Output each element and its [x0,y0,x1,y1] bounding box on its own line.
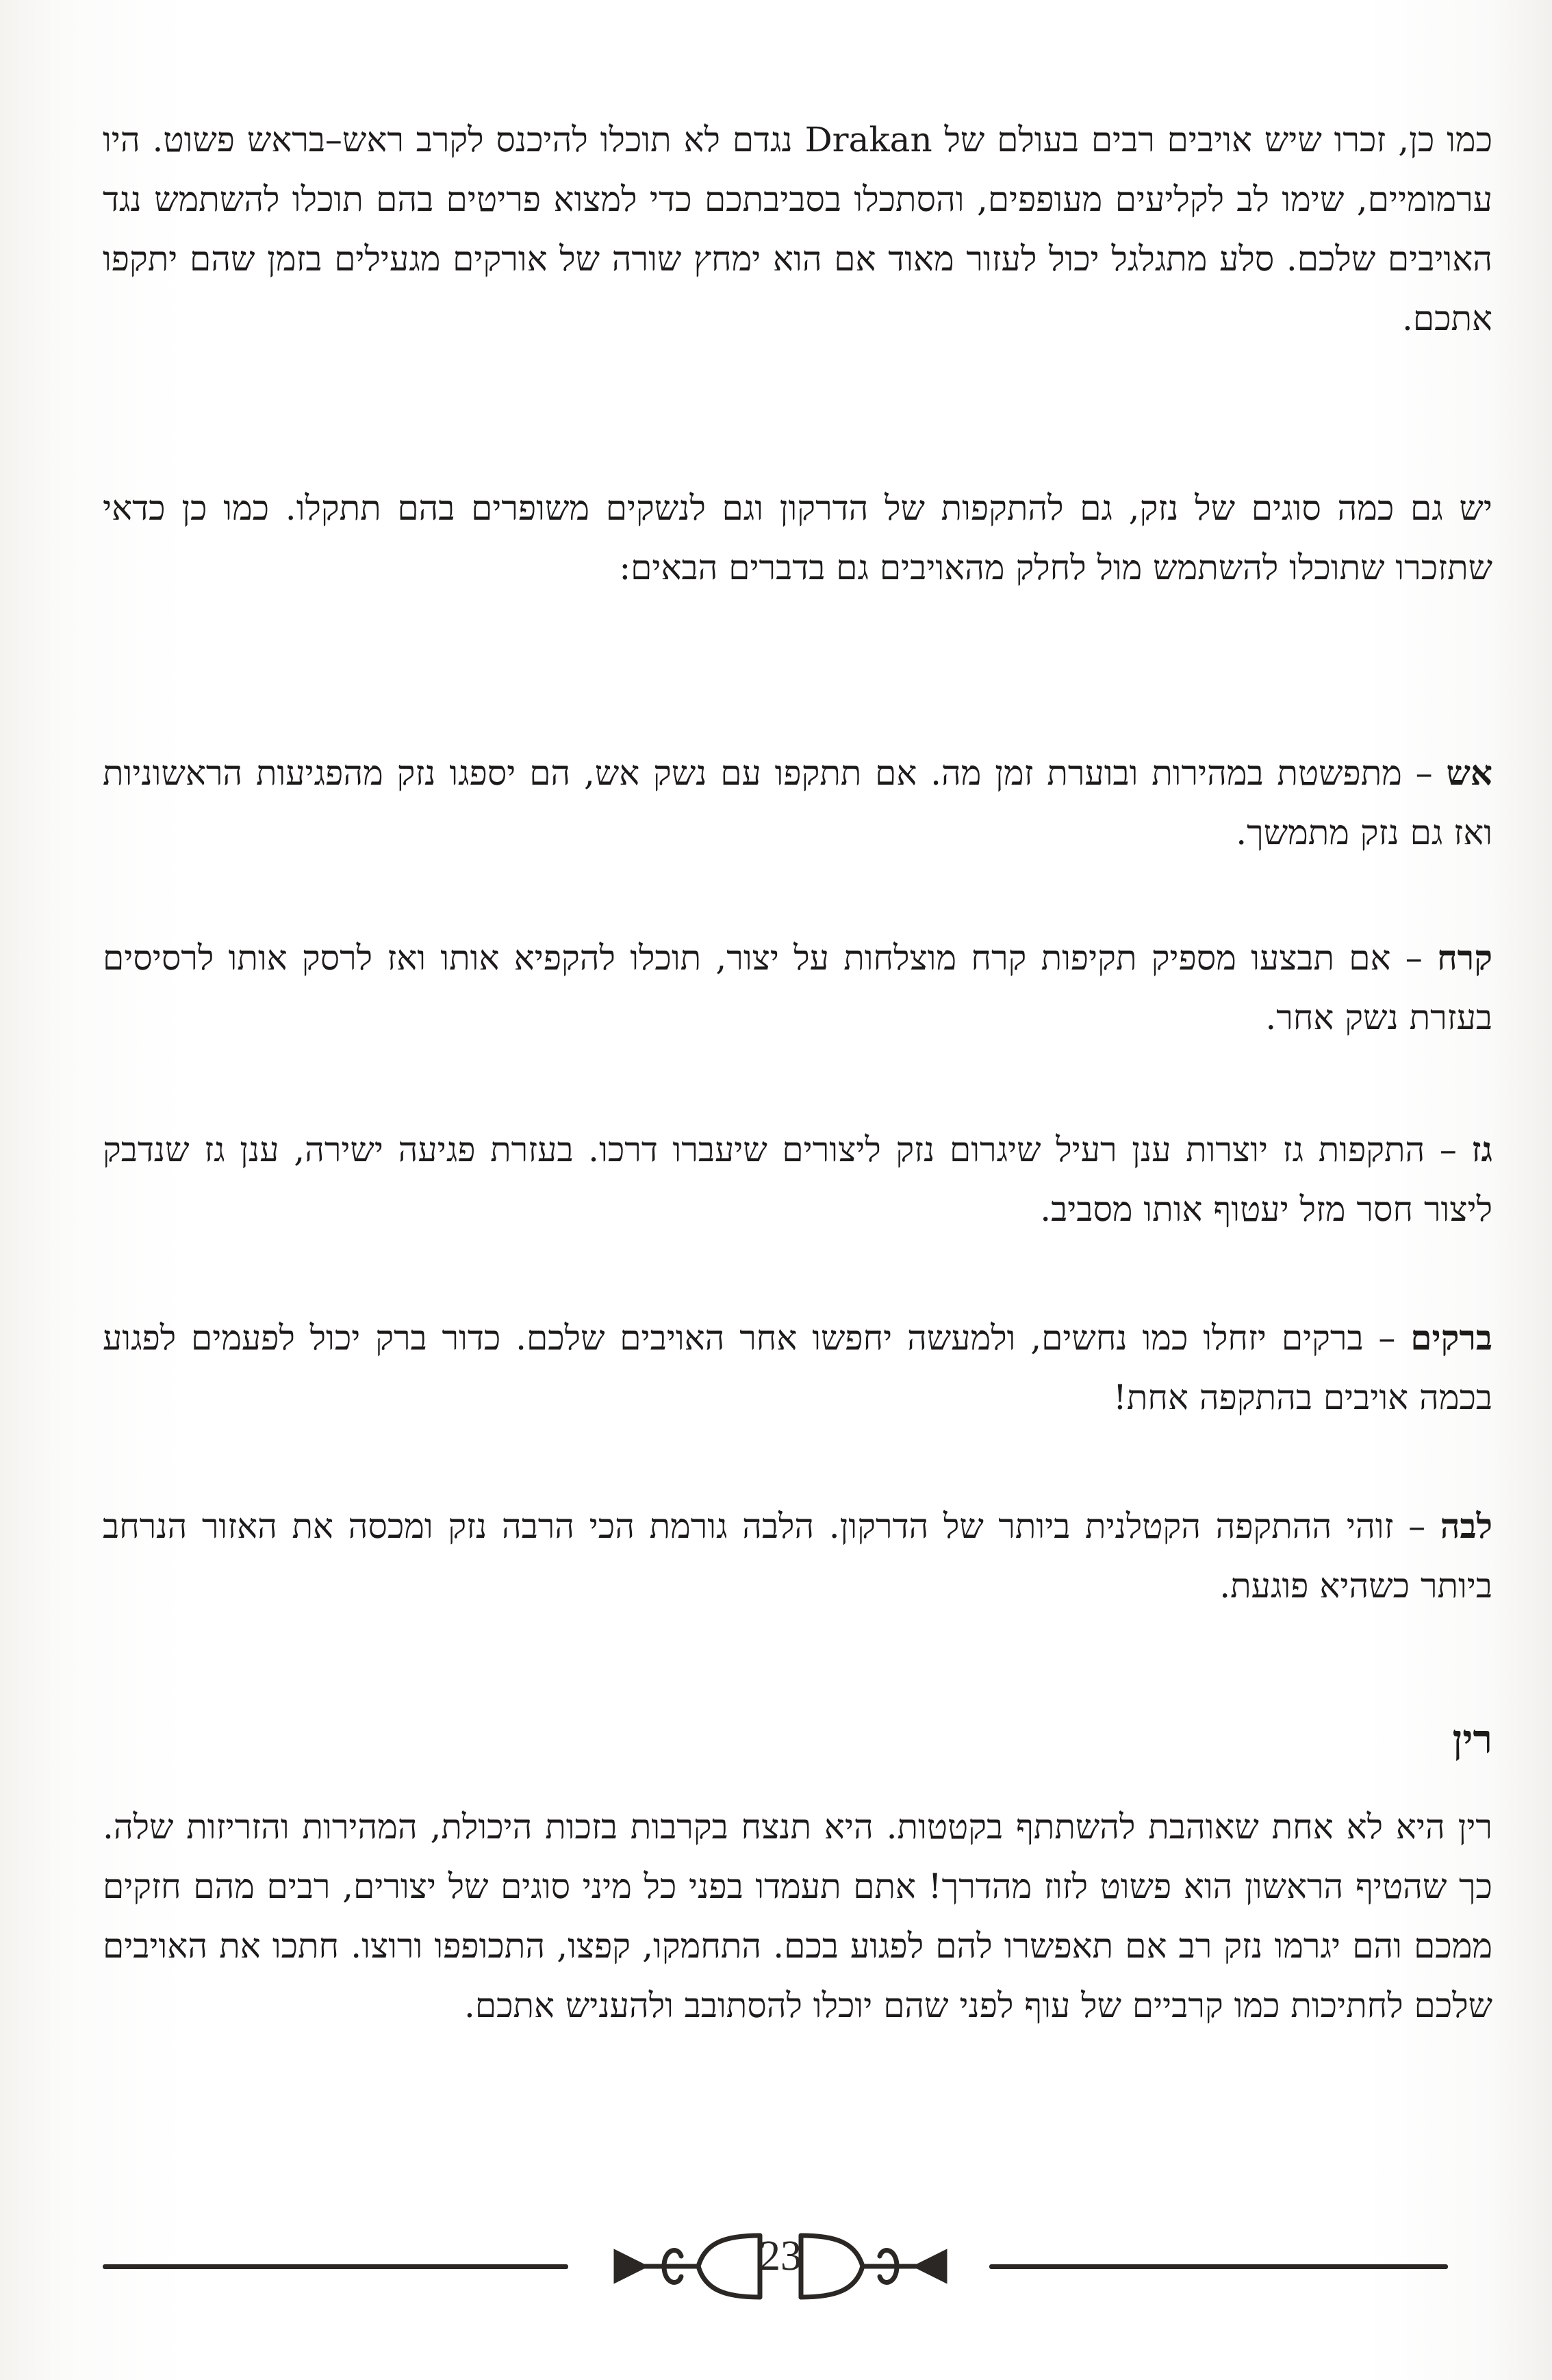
term-lava: לבה [1440,1506,1492,1546]
section-heading-block [103,1712,1492,1767]
paragraph-rynn [103,1797,1492,2036]
paragraph-text: – ברקים יזחלו כמו נחשים, ולמעשה יחפשו אחר האויבים שלכם. כדור ברק יכול לפעמים לפגוע בכמה אויבים בהתקפה אחת! [103,1318,1492,1417]
paragraph-text: כמו כן, זכרו שיש אויבים רבים בעולם של Drakan נגדם לא תוכלו להיכנס לקרב ראש–בראש פשוט. היו ערמומיים, שימו לב לקליעים מעופפים, והסתכלו בסביבתכם כדי למצוא פריטים בהם תוכלו להשתמש נגד האויבים שלכם. סלע מתגלגל יכול לעזור מאוד אם הוא ימחץ שורה של אורקים מגעילים בזמן שהם יתקפו אתכם. [103,120,1493,338]
paragraph-intro [103,110,1492,349]
paragraph-damage-types [103,478,1492,598]
term-ice: קרח [1437,937,1492,978]
paragraph-text: רין היא לא אחת שאוהבת להשתתף בקטטות. היא תנצח בקרבות בזכות היכולת, המהירות והזריזות שלה. כך שהטיף הראשון הוא פשוט לזוז מהדרך! אתם תעמדו בפני כל מיני סוגים של יצורים, רבים מהם חזקים ממכם והם יגרמו נזק רב אם תאפשרו להם לפגוע בכם. התחמקו, קפצו, התכופפו ורוצו. חתכו את האויבים שלכם לחתיכות כמו קרביים של עוף לפני שהם יוכלו להסתובב ולהעניש אתכם. [103,1807,1492,2025]
paragraph-lightning [103,1308,1492,1428]
paragraph-text: – מתפשטת במהירות ובוערת זמן מה. אם תתקפו עם נשק אש, הם יספגו נזק מהפגיעות הראשוניות ואז גם נזק מתמשך. [103,753,1492,852]
paragraph-text: – זוהי ההתקפה הקטלנית ביותר של הדרקון. הלבה גורמת הכי הרבה נזק ומכסה את האזור הנרחב ביותר כשהיא פוגעת. [103,1506,1492,1606]
term-fire: אש [1446,752,1492,793]
paragraph-text: – התקפות גז יוצרות ענן רעיל שיגרום נזק ליצורים שיעברו דרכו. בעזרת פגיעה ישירה, ענן גז שנדבק ליצור חסר מזל יעטוף אותו מסביב. [103,1130,1492,1229]
page-number: 23 [759,2233,802,2279]
term-lightning: ברקים [1410,1317,1492,1358]
footer-rule-left [103,2264,568,2269]
footer-rule-right [989,2264,1448,2269]
ornament-right-icon [794,2215,958,2318]
paragraph-text: – אם תבצעו מספיק תקיפות קרח מוצלחות על יצור, תוכלו להקפיא אותו ואז לרסק אותו לרסיסים בעזרת נשק אחר. [103,938,1492,1037]
section-heading: רין [1452,1716,1492,1762]
paragraph-text: יש גם כמה סוגים של נזק, גם להתקפות של הדרקון וגם לנשקים משופרים בהם תתקלו. כמו כן כדאי שתזכרו שתוכלו להשתמש מול לחלק מהאויבים גם בדברים הבאים: [103,488,1492,587]
page-footer [0,2215,1552,2318]
paragraph-gas [103,1119,1492,1239]
paragraph-lava [103,1496,1492,1616]
term-gas: גז [1471,1129,1492,1169]
paragraph-ice [103,928,1492,1048]
paragraph-fire [103,743,1492,863]
